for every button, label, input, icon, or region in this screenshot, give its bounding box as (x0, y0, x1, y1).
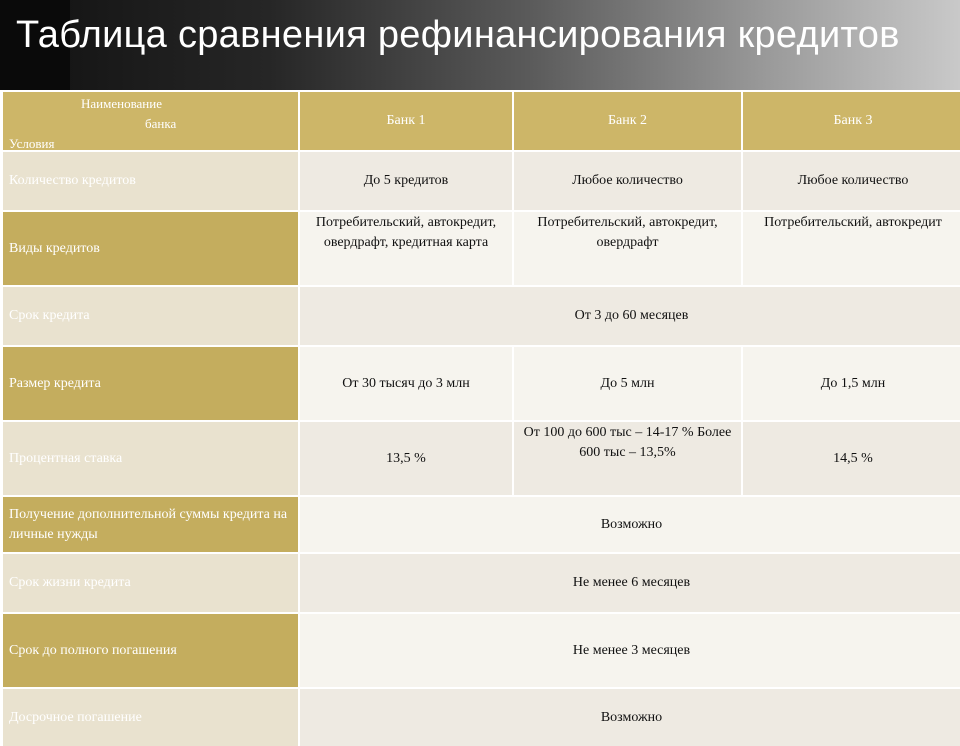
cell-credit-amount-bank-3: До 1,5 млн (743, 347, 960, 420)
header-bank-1: Банк 1 (300, 92, 512, 150)
cell-additional-sum-merged: Возможно (300, 497, 960, 552)
row-label-full-repayment: Срок до полного погашения (3, 614, 298, 687)
header-corner-conditions: Условия (9, 136, 55, 151)
cell-interest-rate-bank-2: От 100 до 600 тыс – 14-17 % Более 600 тыс – 13,5% (514, 422, 741, 495)
header-bank-3: Банк 3 (743, 92, 960, 150)
cell-interest-rate-bank-1: 13,5 % (300, 422, 512, 495)
cell-credit-count-bank-3: Любое количество (743, 152, 960, 210)
cell-credit-count-bank-2: Любое количество (514, 152, 741, 210)
title-banner (0, 0, 960, 90)
row-label-interest-rate: Процентная ставка (3, 422, 298, 495)
header-corner-cell (3, 92, 298, 150)
cell-credit-life-merged: Не менее 6 месяцев (300, 554, 960, 612)
cell-full-repayment-merged: Не менее 3 месяцев (300, 614, 960, 687)
cell-credit-count-bank-1: До 5 кредитов (300, 152, 512, 210)
cell-credit-types-bank-2: Потребительский, автокредит, овердрафт (514, 212, 741, 285)
page-title: Таблица сравнения рефинансирования кредитов (16, 14, 900, 56)
cell-credit-types-bank-1: Потребительский, автокредит, овердрафт, кредитная карта (300, 212, 512, 285)
header-bank-2: Банк 2 (514, 92, 741, 150)
comparison-table (3, 92, 960, 746)
row-label-credit-count: Количество кредитов (3, 152, 298, 210)
row-label-credit-term: Срок кредита (3, 287, 298, 345)
cell-credit-types-bank-3: Потребительский, автокредит (743, 212, 960, 285)
row-label-additional-sum: Получение дополнительной суммы кредита на личные нужды (3, 497, 298, 552)
cell-credit-amount-bank-2: До 5 млн (514, 347, 741, 420)
cell-credit-amount-bank-1: От 30 тысяч до 3 млн (300, 347, 512, 420)
cell-interest-rate-bank-3: 14,5 % (743, 422, 960, 495)
cell-early-repayment-merged: Возможно (300, 689, 960, 746)
cell-credit-term-merged: От 3 до 60 месяцев (300, 287, 960, 345)
row-label-credit-amount: Размер кредита (3, 347, 298, 420)
row-label-credit-life: Срок жизни кредита (3, 554, 298, 612)
row-label-credit-types: Виды кредитов (3, 212, 298, 285)
header-corner-bank: банка (145, 116, 177, 131)
header-corner-name: Наименование (81, 96, 162, 111)
row-label-early-repayment: Досрочное погашение (3, 689, 298, 746)
